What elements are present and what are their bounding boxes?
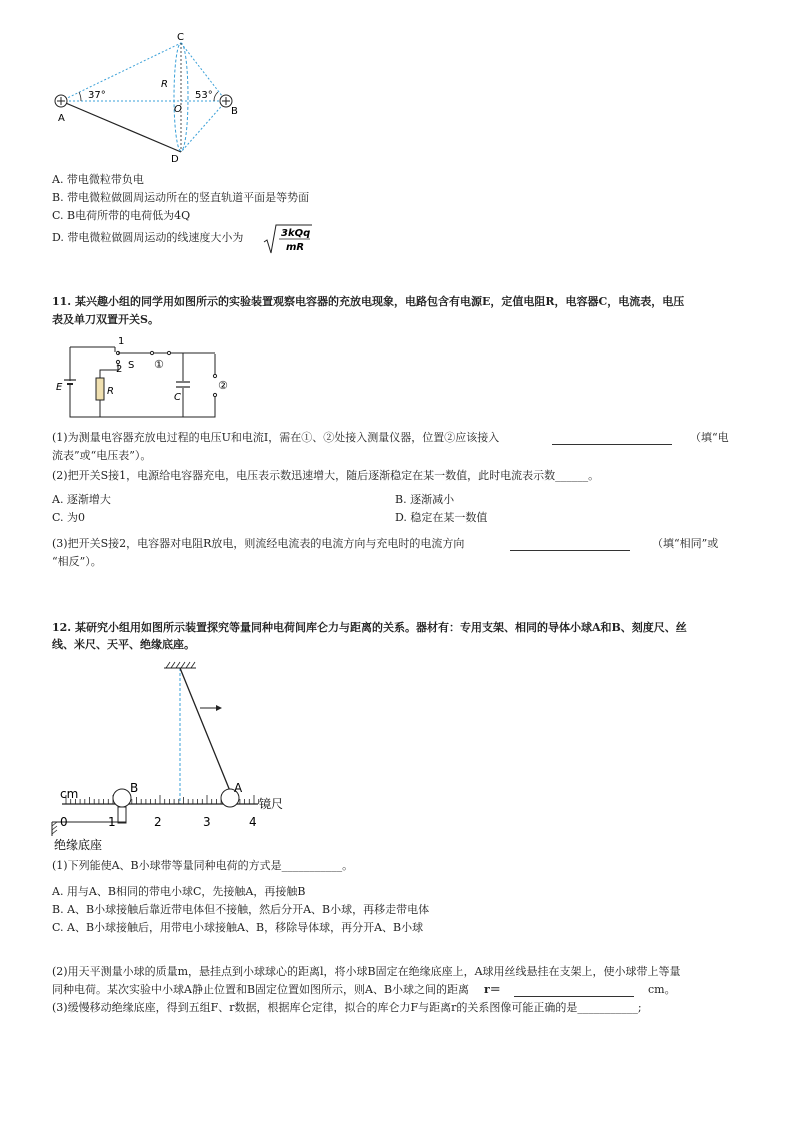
q12-part2-r: r＝ xyxy=(484,983,501,996)
figure-coulomb-apparatus xyxy=(50,658,300,854)
q12-part3: (3)缓慢移动绝缘底座，得到五组F、r数据，根据库仑定律，拟合的库仑力F与距离r的关系图像可能正确的是___________; xyxy=(52,1001,642,1014)
q11-part1-blank[interactable] xyxy=(552,444,672,445)
q12-part2-line2a: 同种电荷。某次实验中小球A静止位置和B固定位置如图所示，则A、B小球之间的距离 xyxy=(52,983,470,996)
circuit-label-R: R xyxy=(107,386,114,397)
q11-option-d: D. 稳定在某一数值 xyxy=(395,511,488,524)
formula-numerator: 3kQq xyxy=(281,228,311,239)
q11-part1-line1b: （填“电 xyxy=(690,431,729,444)
q10-option-c: C. B电荷所带的电荷低为4Q xyxy=(52,209,191,222)
tick-label-3: 3 xyxy=(203,815,211,829)
label-R: R xyxy=(161,79,168,90)
q12-part1: (1)下列能使A、B小球带等量同种电荷的方式是___________。 xyxy=(52,859,354,872)
tick-label-0: 0 xyxy=(60,815,68,829)
label-O: O xyxy=(174,104,182,115)
circuit-label-E: E xyxy=(56,382,63,393)
q12-option-b: B. A、B小球接触后靠近带电体但不接触，然后分开A、B小球，再移走带电体 xyxy=(52,903,430,916)
q11-option-b: B. 逐渐减小 xyxy=(395,493,455,506)
q11-part3-line2: “相反”）。 xyxy=(52,555,102,568)
q11-option-a: A. 逐渐增大 xyxy=(52,493,111,506)
q12-stem-line2: 线、米尺、天平、绝缘底座。 xyxy=(52,638,195,651)
q12-part2-blank[interactable] xyxy=(514,996,634,997)
figure-circuit xyxy=(50,332,240,424)
q11-part3-line1b: （填“相同”或 xyxy=(652,537,719,550)
ruler-unit: cm xyxy=(60,787,79,801)
q11-stem-line2: 表及单刀双置开关S。 xyxy=(52,313,159,326)
tick-label-1: 1 xyxy=(108,815,116,829)
circuit-label-C: C xyxy=(174,392,181,403)
label-D: D xyxy=(171,154,179,165)
q11-part3-line1a: (3)把开关S接2，电容器对电阻R放电，则流经电流表的电流方向与充电时的电流方向 xyxy=(52,537,465,550)
tick-label-2: 2 xyxy=(154,815,162,829)
circuit-label-S: S xyxy=(128,360,135,371)
q11-stem-line1: 11. 某兴趣小组的同学用如图所示的实验装置观察电容器的充放电现象，电路包含有电源E，定值电阻R，电容器C，电流表，电压 xyxy=(52,295,685,308)
q12-stem-line1: 12. 某研究小组用如图所示装置探究等量同种电荷间库仑力与距离的关系。器材有：专用支架、相同的导体小球A和B、刻度尺、丝 xyxy=(52,621,687,634)
tick-label-4: 4 xyxy=(249,815,257,829)
q12-option-c: C. A、B小球接触后，用带电小球接触A、B，移除导体球，再分开A、B小球 xyxy=(52,921,424,934)
formula-denominator: mR xyxy=(286,242,305,253)
circuit-label-2: 2 xyxy=(116,364,123,375)
mirror-ruler-label: 镜尺 xyxy=(259,797,284,811)
q11-part3-blank[interactable] xyxy=(510,550,630,551)
q11-part1-line2: 流表”或“电压表”）。 xyxy=(52,449,152,462)
circuit-label-pos1: ① xyxy=(154,358,164,371)
circuit-label-pos2: ② xyxy=(218,379,228,392)
q12-part2-line1: (2)用天平测量小球的质量m，悬挂点到小球球心的距离l，将小球B固定在绝缘底座上，A球用丝线悬挂在支架上，使小球带上等量 xyxy=(52,965,681,978)
ball-label-B: B xyxy=(130,781,139,795)
circuit-label-1: 1 xyxy=(118,336,125,347)
q11-part2: (2)把开关S接1，电源给电容器充电，电压表示数迅速增大，随后逐渐稳定在某一数值，此时电流表示数______。 xyxy=(52,469,600,482)
label-angle-B: 53° xyxy=(195,90,213,101)
sqrt-formula xyxy=(262,222,314,256)
q12-option-a: A. 用与A、B相同的带电小球C，先接触A，再接触B xyxy=(52,885,306,898)
q11-part1-line1a: (1)为测量电容器充放电过程的电压U和电流I，需在①、②处接入测量仪器，位置②应该接入 xyxy=(52,431,500,444)
label-A: A xyxy=(58,113,65,124)
figure-charges-circle xyxy=(50,30,250,165)
label-angle-A: 37° xyxy=(88,90,106,101)
label-C: C xyxy=(177,32,184,43)
q10-option-d: D. 带电微粒做圆周运动的线速度大小为 xyxy=(52,231,244,244)
ball-label-A: A xyxy=(234,781,243,795)
q10-option-a: A. 带电微粒带负电 xyxy=(52,173,144,186)
base-label: 绝缘底座 xyxy=(54,838,103,852)
q11-option-c: C. 为0 xyxy=(52,511,86,524)
q10-option-b: B. 带电微粒做圆周运动所在的竖直轨道平面是等势面 xyxy=(52,191,310,204)
label-B: B xyxy=(231,106,238,117)
q12-part2-unit: cm。 xyxy=(648,983,676,996)
